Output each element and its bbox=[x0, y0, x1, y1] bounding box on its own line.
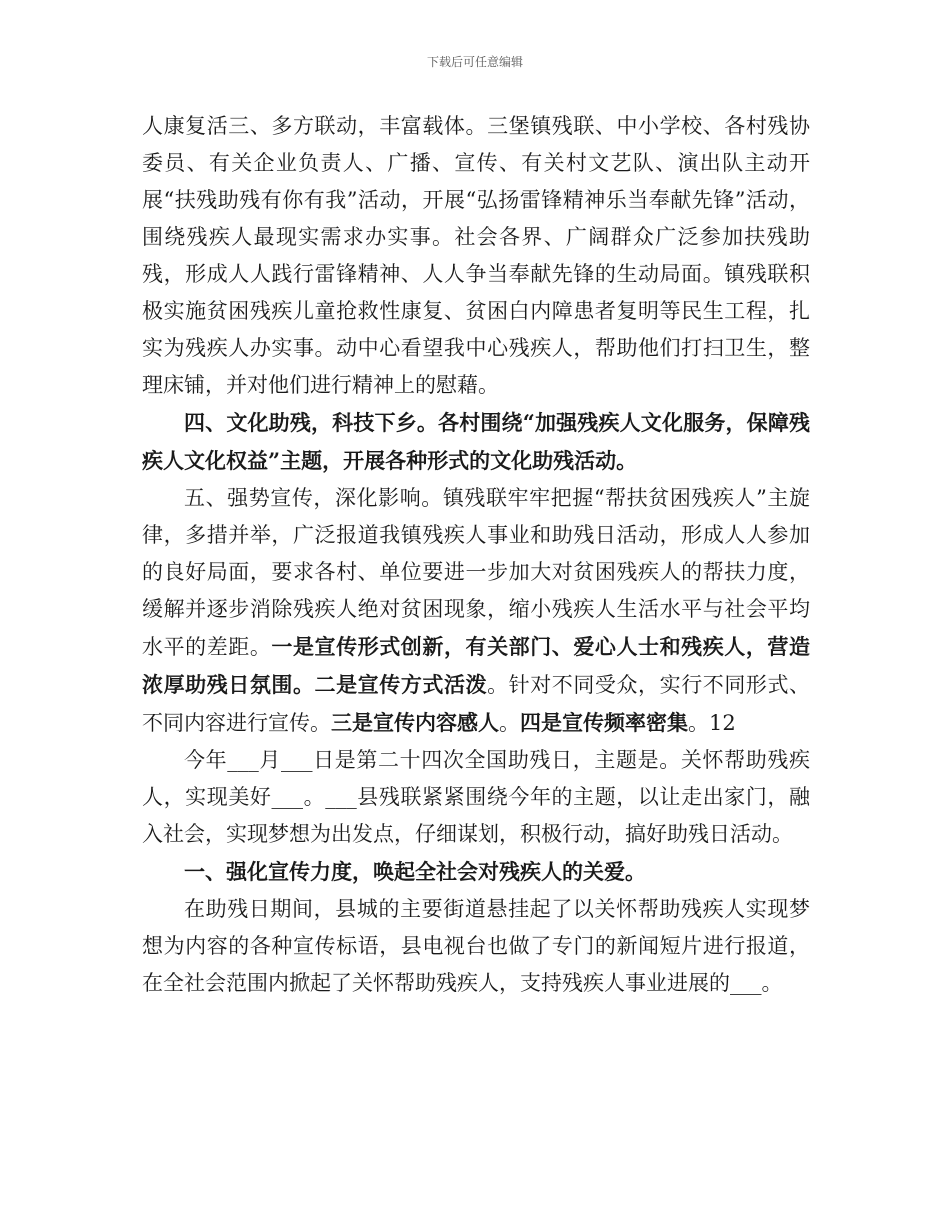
document-body bbox=[142, 108, 810, 1002]
paragraph-text: 。12 bbox=[688, 711, 736, 735]
bold-text: 四是宣传频率密集 bbox=[520, 710, 688, 735]
bold-text: 一、强化宣传力度，唤起全社会对残疾人的关爱。 bbox=[184, 859, 646, 884]
paragraph-text: 五、强势宣传，深化影响。镇残联牢牢把握“帮扶贫困残疾人”主旋律，多措并举，广泛报道我镇残疾人事业和助残日活动，形成人人参加的良好局面，要求各村、单位要进一步加大对贫困残疾人的帮扶力度，缓解并逐步消除残疾人绝对贫困现象，缩小残疾人生活水平与社会平均水平的差距。 bbox=[142, 486, 810, 659]
bold-text: 一是宣传形式创新，有关部门、爱心人士和残疾人，营造浓厚助残日氛围。 bbox=[142, 634, 811, 697]
page-header: 下载后可任意编辑 bbox=[426, 55, 523, 69]
bold-text: 三是宣传内容感人 bbox=[331, 710, 499, 735]
bold-text: 二是宣传方式活泼 bbox=[314, 672, 488, 697]
paragraph-disability-day: 今年___月___日是第二十四次全国助残日，主题是。关怀帮助残疾人，实现美好___。___县残联紧紧围绕今年的主题，以让走出家门，融入社会，实现梦想为出发点，仔细谋划，积极行动，搞好助残日活动。 bbox=[142, 748, 810, 846]
paragraph-text: 。 bbox=[499, 711, 520, 735]
paragraph-street-banners: 在助残日期间，县城的主要街道悬挂起了以关怀帮助残疾人实现梦想为内容的各种宣传标语，县电视台也做了专门的新闻短片进行报道，在全社会范围内掀起了关怀帮助残疾人，支持残疾人事业进展的___。 bbox=[142, 897, 810, 995]
section-heading bbox=[142, 853, 810, 891]
bold-text: 四、文化助残，科技下乡。各村围绕“加强残疾人文化服务，保障残疾人文化权益”主题，开展各种形式的文化助残活动。 bbox=[142, 410, 810, 473]
paragraph-multi-party-linkage: 人康复活三、多方联动，丰富载体。三堡镇残联、中小学校、各村残协委员、有关企业负责人、广播、宣传、有关村文艺队、演出队主动开展“扶残助残有你有我”活动，开展“弘扬雷锋精神乐当奉献先锋”活动，围绕残疾人最现实需求办实事。社会各界、广阔群众广泛参加扶残助残，形成人人践行雷锋精神、人人争当奉献先锋的生动局面。镇残联积极实施贫困残疾儿童抢救性康复、贫困白内障患者复明等民生工程，扎实为残疾人办实事。动中心看望我中心残疾人，帮助他们打扫卫生，整理床铺，并对他们进行精神上的慰藉。 bbox=[142, 114, 810, 397]
paragraph-text: 。针对不同受众，实行不同形式、不同内容进行宣传。 bbox=[142, 673, 811, 735]
paragraph-cultural-aid bbox=[142, 404, 810, 480]
paragraph-publicity bbox=[142, 480, 810, 742]
